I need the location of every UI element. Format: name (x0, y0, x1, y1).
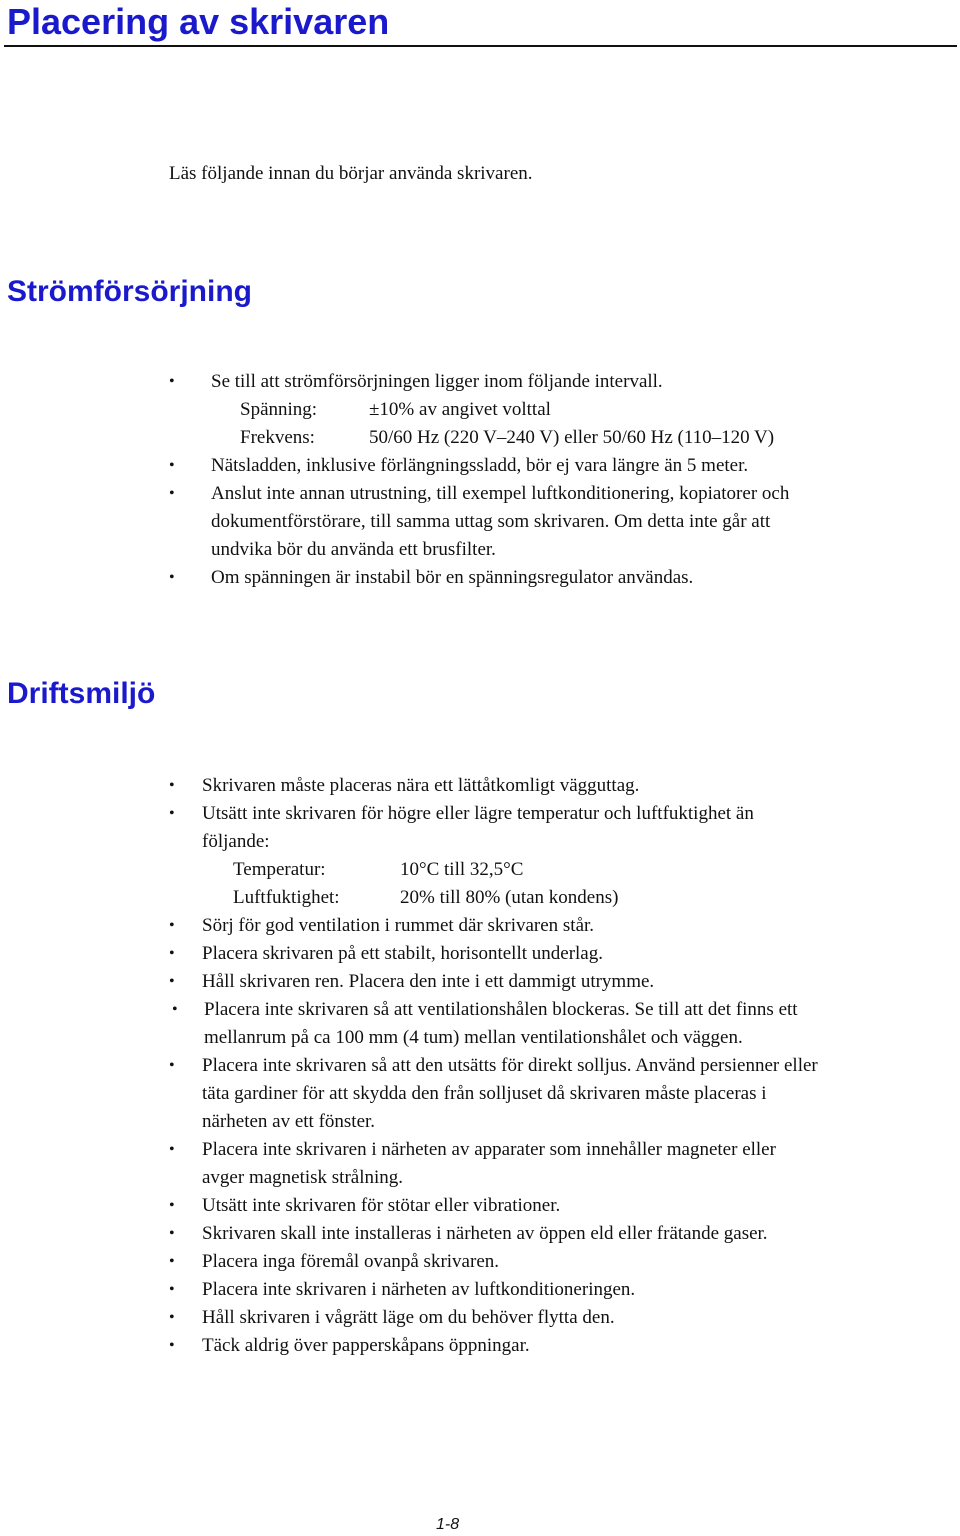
section-heading-environment: Driftsmiljö (7, 677, 156, 710)
list-item-line: Anslut inte annan utrustning, till exempel luftkonditionering, kopiatorer och (211, 483, 790, 504)
spec-label: Luftfuktighet: (233, 887, 340, 908)
list-item-text: Se till att strömförsörjningen ligger inom följande intervall. (211, 371, 663, 392)
list-item (169, 772, 954, 800)
spec-value: 50/60 Hz (220 V–240 V) eller 50/60 Hz (110–120 V) (369, 427, 775, 448)
spec-value: 20% till 80% (utan kondens) (400, 887, 619, 908)
list-item-text: Håll skrivaren ren. Placera den inte i ett dammigt utrymme. (202, 971, 655, 992)
list-item-line: följande: (202, 831, 270, 852)
bullet-icon: • (169, 917, 175, 934)
list-item-line: Placera inte skrivaren i närheten av apparater som innehåller magneter eller (202, 1139, 776, 1160)
bullet-icon: • (169, 1197, 175, 1214)
spec-label: Spänning: (240, 399, 318, 420)
voltage-spec-table (240, 396, 949, 452)
spec-value: 10°C till 32,5°C (400, 859, 524, 880)
list-item (169, 1192, 954, 1220)
list-item-line: avger magnetisk strålning. (202, 1167, 404, 1188)
list-item-line: Utsätt inte skrivaren för högre eller lägre temperatur och luftfuktighet än (202, 803, 754, 824)
list-item (169, 1276, 954, 1304)
list-item (169, 452, 949, 480)
list-item-text: Skrivaren måste placeras nära ett lättåtkomligt vägguttag. (202, 775, 640, 796)
list-item-text: Täck aldrig över papperskåpans öppningar. (202, 1335, 530, 1356)
list-item-text: Håll skrivaren i vågrätt läge om du behöver flytta den. (202, 1307, 615, 1328)
list-item-text: Sörj för god ventilation i rummet där skrivaren står. (202, 915, 595, 936)
list-item-line: täta gardiner för att skydda den från solljuset då skrivaren måste placeras i (202, 1083, 767, 1104)
list-item (169, 940, 954, 968)
bullet-icon: • (169, 1057, 175, 1074)
list-item-line: dokumentförstörare, till samma uttag som skrivaren. Om detta inte går att (211, 511, 771, 532)
list-item (169, 1220, 954, 1248)
bullet-icon: • (169, 945, 175, 962)
list-item-text: Utsätt inte skrivaren för stötar eller vibrationer. (202, 1195, 561, 1216)
bullet-icon: • (169, 1309, 175, 1326)
list-item (169, 564, 949, 592)
spec-row (240, 424, 949, 452)
bullet-icon: • (169, 1281, 175, 1298)
bullet-icon: • (172, 1001, 178, 1018)
bullet-icon: • (169, 805, 175, 822)
bullet-icon: • (169, 485, 175, 502)
section-heading-power: Strömförsörjning (7, 275, 252, 308)
bullet-icon: • (169, 569, 175, 586)
page-number: 1-8 (436, 1516, 460, 1533)
bullet-icon: • (169, 1141, 175, 1158)
spec-label: Frekvens: (240, 427, 315, 448)
list-item (169, 996, 954, 1052)
list-item-text: Placera inga föremål ovanpå skrivaren. (202, 1251, 500, 1272)
list-item-text: Skrivaren skall inte installeras i närheten av öppen eld eller frätande gaser. (202, 1223, 768, 1244)
bullet-icon: • (169, 457, 175, 474)
list-item (169, 480, 949, 564)
list-item (169, 368, 949, 452)
list-item-line: mellanrum på ca 100 mm (4 tum) mellan ventilationshålet och väggen. (204, 1027, 743, 1048)
page-title: Placering av skrivaren (7, 1, 390, 42)
list-item (169, 1332, 954, 1360)
bullet-icon: • (169, 1337, 175, 1354)
intro-text: Läs följande innan du börjar använda skrivaren. (169, 163, 533, 184)
list-item (169, 1304, 954, 1332)
power-list (169, 368, 949, 592)
list-item-line: närheten av ett fönster. (202, 1111, 376, 1132)
list-item (169, 1248, 954, 1276)
environment-list (169, 772, 954, 1360)
list-item-text: Nätsladden, inklusive förlängningssladd, bör ej vara längre än 5 meter. (211, 455, 749, 476)
list-item-line: undvika bör du använda ett brusfilter. (211, 539, 496, 560)
bullet-icon: • (169, 973, 175, 990)
list-item (169, 968, 954, 996)
spec-row (233, 856, 954, 884)
climate-spec-table (233, 856, 954, 912)
title-rule (4, 45, 957, 47)
spec-row (240, 396, 949, 424)
list-item-text: Placera skrivaren på ett stabilt, horisontellt underlag. (202, 943, 603, 964)
list-item (169, 912, 954, 940)
spec-value: ±10% av angivet volttal (369, 399, 551, 420)
list-item-line: Placera inte skrivaren så att ventilationshålen blockeras. Se till att det finns ett (204, 999, 798, 1020)
bullet-icon: • (169, 1225, 175, 1242)
list-item (169, 800, 954, 912)
list-item (169, 1052, 954, 1136)
bullet-icon: • (169, 1253, 175, 1270)
list-item-text: Placera inte skrivaren i närheten av luftkonditioneringen. (202, 1279, 636, 1300)
spec-row (233, 884, 954, 912)
list-item (169, 1136, 954, 1192)
list-item-text: Om spänningen är instabil bör en spänningsregulator användas. (211, 567, 694, 588)
spec-label: Temperatur: (233, 859, 326, 880)
bullet-icon: • (169, 777, 175, 794)
list-item-line: Placera inte skrivaren så att den utsätts för direkt solljus. Använd persienner eller (202, 1055, 818, 1076)
bullet-icon: • (169, 373, 175, 390)
